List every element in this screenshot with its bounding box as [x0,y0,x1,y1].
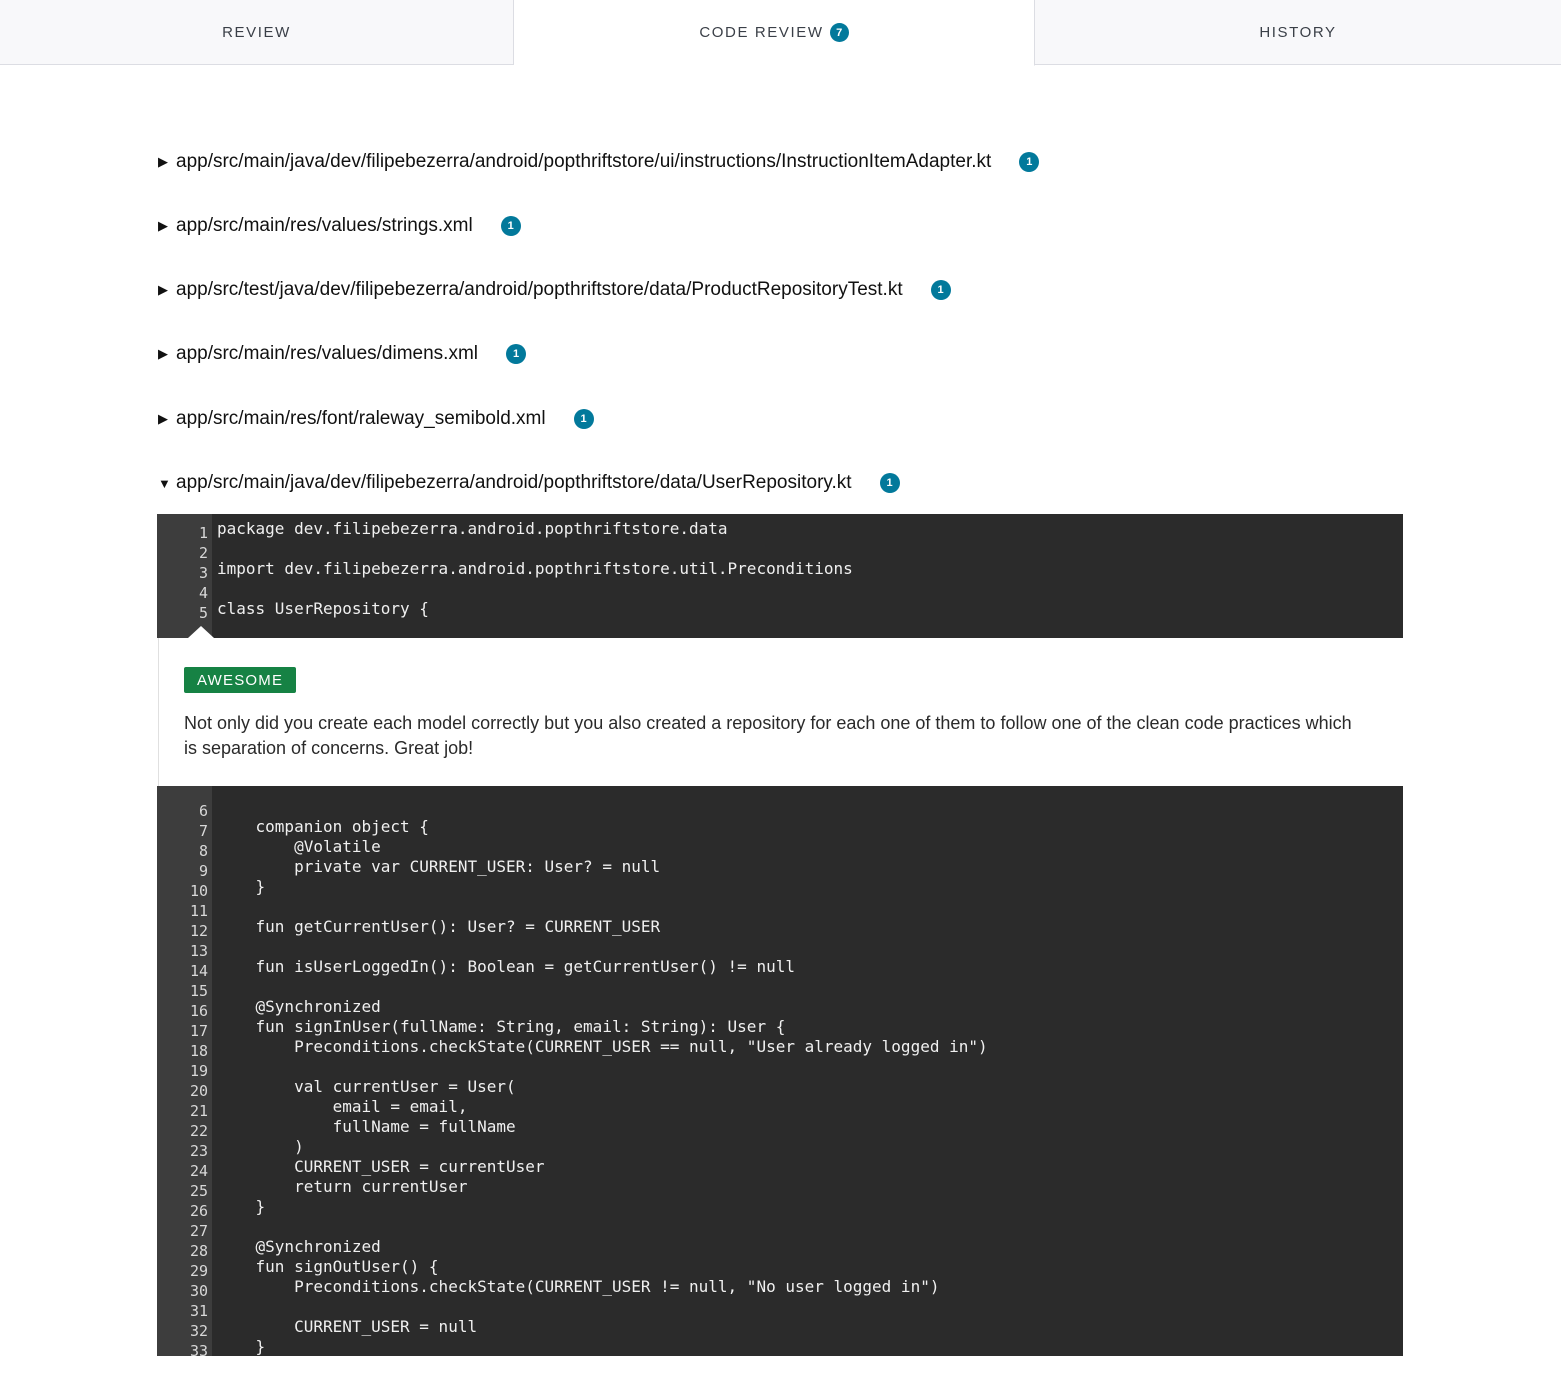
tab-label: HISTORY [1259,23,1337,41]
code-line [157,1217,1403,1240]
code-line [157,1157,1403,1180]
tab-history[interactable] [1035,0,1561,65]
code-line [157,977,1403,1000]
code-line [157,1037,1403,1060]
caret-right-icon: ▶ [158,346,168,361]
code-line [157,1237,1403,1260]
code-text: private var CURRENT_USER: User? = null [217,857,661,876]
code-line [157,937,1403,960]
file-path: app/src/main/res/font/raleway_semibold.xml [176,408,546,429]
review-comment [158,638,1388,786]
line-number: 25 [189,1182,208,1200]
code-line [157,957,1403,980]
code-text: import dev.filipebezerra.android.popthriftstore.util.Preconditions [217,559,853,578]
caret-right-icon: ▶ [158,218,168,233]
code-text: @Synchronized [217,997,381,1016]
line-number: 17 [189,1022,208,1040]
comment-pointer [188,626,214,638]
tab-code-review[interactable] [514,0,1035,66]
code-line [157,1317,1403,1340]
code-line [157,1277,1403,1300]
line-number: 7 [198,822,208,840]
code-line [157,817,1403,840]
code-line [157,1137,1403,1160]
count-badge: 7 [830,23,849,42]
line-number: 22 [189,1122,208,1140]
tab-bar [0,0,1561,66]
line-number: 32 [189,1322,208,1340]
code-line [157,797,1403,820]
code-text: CURRENT_USER = currentUser [217,1157,545,1176]
line-number: 21 [189,1102,208,1120]
code-line [157,579,1403,602]
line-number: 14 [189,962,208,980]
caret-right-icon: ▶ [158,282,168,297]
comment-count-badge: 1 [880,473,900,493]
line-number: 30 [189,1282,208,1300]
file-path: app/src/main/res/values/strings.xml [176,215,473,236]
caret-down-icon: ▼ [158,475,171,491]
line-number: 24 [189,1162,208,1180]
code-text: fun signInUser(fullName: String, email: String): User { [217,1017,786,1036]
line-number: 3 [198,564,208,582]
awesome-tag: AWESOME [184,667,296,693]
file-path: app/src/test/java/dev/filipebezerra/android/popthriftstore/data/ProductRepositoryTest.kt [176,279,903,300]
code-line [157,837,1403,860]
code-line [157,1077,1403,1100]
comment-count-badge: 1 [506,344,526,364]
code-line [157,1097,1403,1120]
code-text: fullName = fullName [217,1117,516,1136]
code-line [157,519,1403,542]
line-number: 4 [198,584,208,602]
line-number: 5 [198,604,208,622]
file-path: app/src/main/java/dev/filipebezerra/android/popthriftstore/ui/instructions/InstructionItemAdapter.kt [176,151,992,172]
code-text: fun getCurrentUser(): User? = CURRENT_USER [217,917,661,936]
code-line [157,1117,1403,1140]
code-line [157,1337,1403,1356]
comment-count-badge: 1 [574,409,594,429]
code-text: ) [217,1137,304,1156]
comment-text: Not only did you create each model correctly but you also created a repository for each one of them to follow one of the clean code practices which is separation of concerns. Great job! [184,713,1352,758]
tab-label: REVIEW [222,23,291,41]
line-number: 2 [198,544,208,562]
code-line [157,1257,1403,1280]
code-text: } [217,877,266,896]
code-line [157,897,1403,920]
tab-review[interactable] [0,0,514,65]
code-line [157,539,1403,562]
code-line [157,599,1403,622]
code-line [157,1197,1403,1220]
comment-count-badge: 1 [1019,152,1039,172]
code-view-bottom [157,786,1403,1356]
line-number: 9 [198,862,208,880]
comment-count-badge: 1 [931,280,951,300]
line-number: 28 [189,1242,208,1260]
code-line [157,1297,1403,1320]
line-number: 29 [189,1262,208,1280]
file-item-raleway-semibold[interactable] [158,404,594,434]
code-text: Preconditions.checkState(CURRENT_USER == null, "User already logged in") [217,1037,988,1056]
code-text: Preconditions.checkState(CURRENT_USER != null, "No user logged in") [217,1277,940,1296]
file-item-instruction-item-adapter[interactable] [158,147,1039,177]
file-item-dimens[interactable] [158,339,526,369]
file-item-strings[interactable] [158,211,521,241]
file-path: app/src/main/java/dev/filipebezerra/android/popthriftstore/data/UserRepository.kt [176,472,852,493]
code-view-top [157,514,1403,638]
line-number: 33 [189,1342,208,1356]
code-text: fun signOutUser() { [217,1257,439,1276]
code-line [157,877,1403,900]
line-number: 27 [189,1222,208,1240]
code-line [157,1057,1403,1080]
code-text: @Volatile [217,837,381,856]
code-text: class UserRepository { [217,599,429,618]
code-line [157,857,1403,880]
code-text: @Synchronized [217,1237,381,1256]
file-item-user-repository[interactable] [158,468,900,498]
line-number: 12 [189,922,208,940]
line-number: 11 [189,902,208,920]
line-number: 18 [189,1042,208,1060]
line-number: 15 [189,982,208,1000]
line-number: 20 [189,1082,208,1100]
code-text: email = email, [217,1097,468,1116]
code-text: } [217,1337,266,1356]
file-path: app/src/main/res/values/dimens.xml [176,343,478,364]
line-number: 23 [189,1142,208,1160]
code-line [157,1017,1403,1040]
file-item-product-repository-test[interactable] [158,275,951,305]
line-number: 31 [189,1302,208,1320]
line-number: 1 [198,524,208,542]
comment-count-badge: 1 [501,216,521,236]
code-text: package dev.filipebezerra.android.popthriftstore.data [217,519,728,538]
code-text: } [217,1197,266,1216]
code-text: companion object { [217,817,429,836]
code-text: CURRENT_USER = null [217,1317,478,1336]
line-number: 26 [189,1202,208,1220]
line-number: 13 [189,942,208,960]
line-number: 6 [198,802,208,820]
line-number: 10 [189,882,208,900]
line-number: 16 [189,1002,208,1020]
caret-right-icon: ▶ [158,154,168,169]
line-number: 19 [189,1062,208,1080]
tab-label: CODE REVIEW [699,24,824,41]
code-line [157,997,1403,1020]
code-text: val currentUser = User( [217,1077,516,1096]
code-text: fun isUserLoggedIn(): Boolean = getCurrentUser() != null [217,957,795,976]
code-line [157,917,1403,940]
caret-right-icon: ▶ [158,411,168,426]
line-number: 8 [198,842,208,860]
code-text: return currentUser [217,1177,468,1196]
code-line [157,559,1403,582]
code-line [157,1177,1403,1200]
